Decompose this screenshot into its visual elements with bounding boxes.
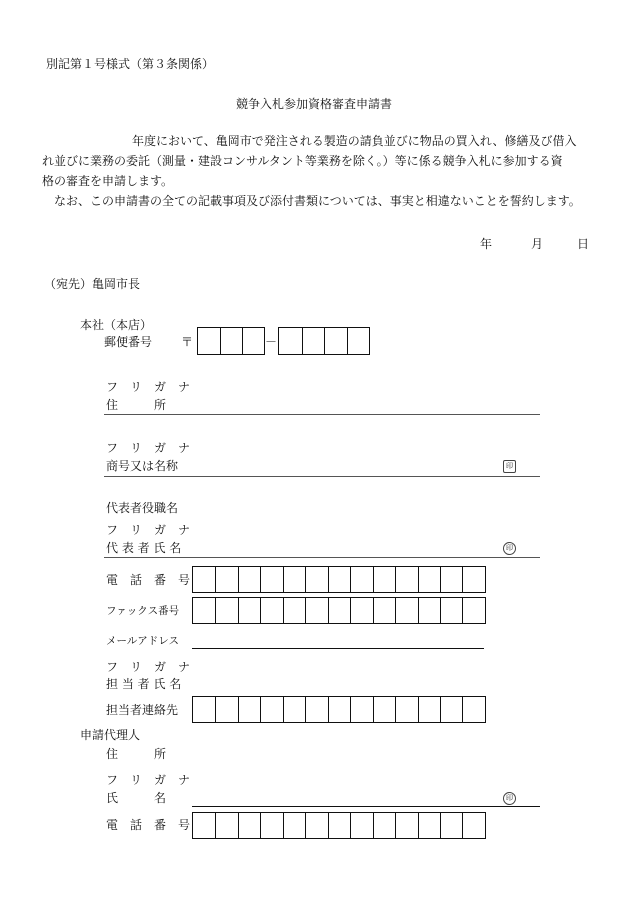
digit-cell[interactable] [462, 598, 484, 623]
digit-cell[interactable] [440, 567, 462, 592]
digit-cell[interactable] [305, 813, 327, 838]
digit-cell[interactable] [283, 598, 305, 623]
digit-cell[interactable] [350, 813, 372, 838]
digit-cell[interactable] [395, 813, 417, 838]
digit-cell[interactable] [440, 598, 462, 623]
agent-name-label: 氏 名 [106, 791, 167, 805]
body-line-1: 年度において、亀岡市で発注される製造の請負並びに物品の買入れ、修繕及び借入 [132, 134, 577, 148]
rep-title-label: 代表者役職名 [106, 501, 179, 515]
digit-cell[interactable] [373, 567, 395, 592]
digit-cell[interactable] [238, 567, 260, 592]
digit-cell[interactable] [462, 697, 484, 722]
digit-cell[interactable] [418, 567, 440, 592]
digit-cell[interactable] [440, 697, 462, 722]
digit-cell[interactable] [418, 813, 440, 838]
digit-cell[interactable] [193, 697, 215, 722]
phone-label: 電 話 番 号 [106, 573, 191, 587]
postal-code-boxes-left[interactable] [197, 327, 265, 355]
postal-mark: 〒 [181, 335, 194, 349]
agent-name-field[interactable] [192, 806, 540, 807]
address-field[interactable] [104, 414, 540, 415]
body-line-2: れ並びに業務の委託（測量・建設コンサルタント等業務を除く。）等に係る競争入札に参加する資 [42, 154, 563, 168]
digit-cell[interactable] [260, 598, 282, 623]
contact-phone-boxes[interactable] [192, 696, 486, 723]
digit-cell[interactable] [373, 813, 395, 838]
digit-cell[interactable] [283, 697, 305, 722]
address-furigana-label: フ リ ガ ナ [106, 380, 191, 394]
digit-cell[interactable] [328, 598, 350, 623]
phone-boxes[interactable] [192, 566, 486, 593]
contact-furigana-label: フ リ ガ ナ [106, 660, 191, 674]
digit-cell[interactable] [305, 567, 327, 592]
digit-cell[interactable] [373, 697, 395, 722]
digit-cell[interactable] [395, 567, 417, 592]
digit-cell[interactable] [238, 813, 260, 838]
digit-cell[interactable] [215, 567, 237, 592]
body-line-4: なお、この申請書の全ての記載事項及び添付書類については、事実と相違ないことを誓約します。 [54, 194, 581, 208]
digit-cell[interactable] [193, 567, 215, 592]
agent-address-label: 住 所 [106, 747, 167, 761]
digit-cell[interactable] [215, 697, 237, 722]
digit-cell[interactable] [373, 598, 395, 623]
agent-label: 申請代理人 [80, 728, 141, 742]
digit-cell[interactable] [418, 697, 440, 722]
agent-phone-label: 電 話 番 号 [106, 818, 191, 832]
digit-cell[interactable] [215, 598, 237, 623]
digit-cell[interactable] [350, 598, 372, 623]
digit-cell[interactable] [350, 567, 372, 592]
rep-seal-icon: 印 [503, 542, 516, 555]
contact-phone-label: 担当者連絡先 [106, 703, 179, 717]
email-label: メールアドレス [106, 635, 179, 647]
rep-name-label: 代 表 者 氏 名 [106, 541, 182, 555]
digit-cell[interactable] [193, 598, 215, 623]
digit-cell[interactable] [328, 697, 350, 722]
address-label: 住 所 [106, 398, 167, 412]
postal-code-boxes-right[interactable] [278, 327, 370, 355]
digit-cell[interactable] [440, 813, 462, 838]
contact-name-label: 担 当 者 氏 名 [106, 677, 182, 691]
digit-cell[interactable] [238, 697, 260, 722]
fax-label: ファックス番号 [106, 605, 180, 617]
addressee: （宛先）亀岡市長 [44, 277, 141, 291]
digit-cell[interactable] [283, 813, 305, 838]
digit-cell[interactable] [462, 813, 484, 838]
email-field[interactable] [192, 648, 484, 649]
agent-furigana-label: フ リ ガ ナ [106, 773, 191, 787]
date-day: 日 [577, 237, 590, 251]
digit-cell[interactable] [260, 697, 282, 722]
digit-cell[interactable] [238, 598, 260, 623]
digit-cell[interactable] [305, 697, 327, 722]
digit-cell[interactable] [350, 697, 372, 722]
date-year: 年 [480, 237, 493, 251]
document-title: 競争入札参加資格審査申請書 [236, 97, 393, 111]
agent-seal-icon: 印 [503, 792, 516, 805]
form-label: 別記第１号様式（第３条関係） [46, 57, 215, 71]
postal-code-label: 郵便番号 [104, 335, 153, 349]
digit-cell[interactable] [215, 813, 237, 838]
digit-cell[interactable] [328, 813, 350, 838]
digit-cell[interactable] [418, 598, 440, 623]
digit-cell[interactable] [395, 697, 417, 722]
digit-cell[interactable] [462, 567, 484, 592]
company-name-field[interactable] [104, 476, 540, 477]
fax-boxes[interactable] [192, 597, 486, 624]
digit-cell[interactable] [260, 567, 282, 592]
postal-dash: － [265, 335, 278, 349]
rep-name-field[interactable] [104, 557, 540, 558]
digit-cell[interactable] [260, 813, 282, 838]
company-furigana-label: フ リ ガ ナ [106, 441, 191, 455]
head-office-label: 本社（本店） [80, 318, 153, 332]
digit-cell[interactable] [395, 598, 417, 623]
company-name-label: 商号又は名称 [106, 459, 179, 473]
agent-phone-boxes[interactable] [192, 812, 486, 839]
digit-cell[interactable] [283, 567, 305, 592]
rep-furigana-label: フ リ ガ ナ [106, 523, 191, 537]
digit-cell[interactable] [193, 813, 215, 838]
body-line-3: 格の審査を申請します。 [42, 174, 174, 188]
company-seal-icon: 印 [503, 460, 516, 473]
digit-cell[interactable] [305, 598, 327, 623]
date-month: 月 [531, 237, 544, 251]
digit-cell[interactable] [328, 567, 350, 592]
